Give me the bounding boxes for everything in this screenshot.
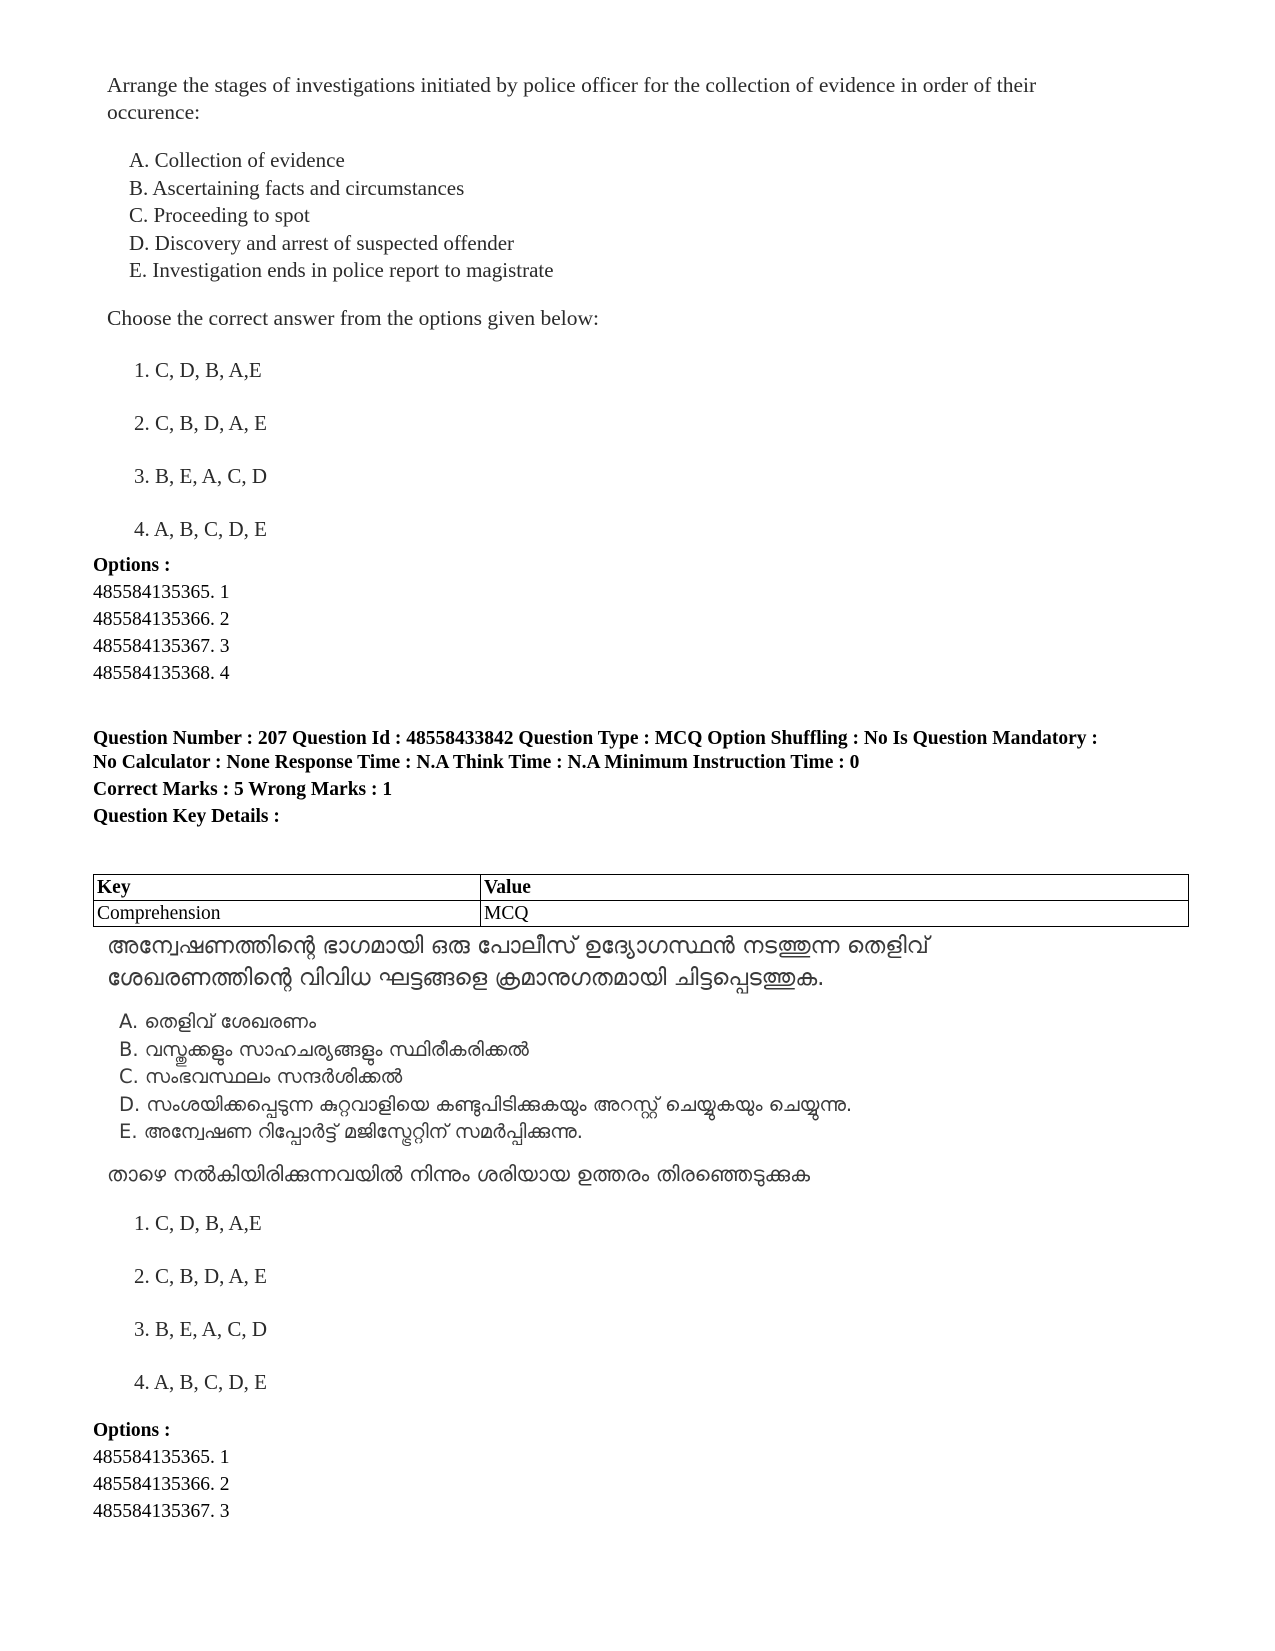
statement-list <box>129 147 1107 285</box>
option-id: 485584135368. 4 <box>93 663 230 684</box>
answer-3: 3. B, E, A, C, D <box>134 1316 268 1341</box>
question-meta-line2: No Calculator : None Response Time : N.A Think Time : N.A Minimum Instruction Time : 0 <box>93 752 860 773</box>
table-row <box>94 901 1189 927</box>
choose-instruction: Choose the correct answer from the options given below: <box>107 305 599 330</box>
option-id: 485584135367. 3 <box>93 636 230 657</box>
choose-instruction-ml: താഴെ നൽകിയിരിക്കുന്നവയിൽ നിന്നും ശരിയായ ഉത്തരം തിരഞ്ഞെടുക്കുക <box>107 1161 811 1186</box>
question-header <box>93 727 1193 829</box>
option-id: 485584135366. 2 <box>93 1474 230 1495</box>
question-image-malayalam <box>107 930 1167 1423</box>
answer-3: 3. B, E, A, C, D <box>134 463 268 488</box>
table-header-value: Value <box>481 875 1189 901</box>
question-key-table <box>93 874 1189 927</box>
options-block-207 <box>93 1417 230 1525</box>
statement-list-ml <box>119 1008 1167 1146</box>
question-image-english <box>107 72 1107 570</box>
question-stem: Arrange the stages of investigations initiated by police officer for the collection of evidence in order of their occurence: <box>107 73 1037 124</box>
statement-c: C. സംഭവസ്ഥലം സന്ദർശിക്കൽ <box>119 1065 403 1088</box>
question-stem-ml-line1: അന്വേഷണത്തിന്റെ ഭാഗമായി ഒരു പോലീസ് ഉദ്യോഗസ്ഥൻ നടത്തുന്ന തെളിവ് <box>107 933 929 959</box>
answer-1: 1. C, D, B, A,E <box>134 357 262 382</box>
statement-d: D. Discovery and arrest of suspected offender <box>129 230 515 255</box>
answer-4: 4. A, B, C, D, E <box>134 1369 268 1394</box>
answer-1: 1. C, D, B, A,E <box>134 1210 262 1235</box>
statement-e: E. അന്വേഷണ റിപ്പോർട്ട് മജിസ്ട്രേറ്റിന് സമർപ്പിക്കുന്നു. <box>119 1120 583 1143</box>
statement-e: E. Investigation ends in police report to magistrate <box>129 258 554 282</box>
option-id: 485584135365. 1 <box>93 582 230 603</box>
table-cell-value: MCQ <box>481 901 1189 927</box>
table-cell-key: Comprehension <box>94 901 481 927</box>
statement-a: A. Collection of evidence <box>129 148 345 172</box>
options-block-prev <box>93 552 230 687</box>
statement-d: D. സംശയിക്കപ്പെടുന്ന കുറ്റവാളിയെ കണ്ടുപിടിക്കുകയും അറസ്റ്റ് ചെയ്യുകയും ചെയ്യുന്നു. <box>119 1092 853 1116</box>
answer-2: 2. C, B, D, A, E <box>134 1263 268 1288</box>
question-meta-line1: Question Number : 207 Question Id : 48558433842 Question Type : MCQ Option Shuffling : No Is Question Mandatory : <box>93 728 1098 749</box>
option-id: 485584135366. 2 <box>93 609 230 630</box>
options-label: Options : <box>93 555 171 576</box>
options-label: Options : <box>93 1420 171 1441</box>
statement-c: C. Proceeding to spot <box>129 203 310 227</box>
table-header-row <box>94 875 1189 901</box>
option-id: 485584135367. 3 <box>93 1501 230 1522</box>
answer-list <box>134 1211 1167 1423</box>
answer-4: 4. A, B, C, D, E <box>134 516 268 541</box>
question-stem-ml-line2: ശേഖരണത്തിന്റെ വിവിധ ഘട്ടങ്ങളെ ക്രമാനുഗതമായി ചിട്ടപ്പെടത്തുക. <box>107 965 825 991</box>
statement-b: B. വസ്തുക്കളും സാഹചര്യങ്ങളും സ്ഥിരീകരിക്കൽ <box>119 1037 529 1061</box>
option-id: 485584135365. 1 <box>93 1447 230 1468</box>
statement-a: A. തെളിവ് ശേഖരണം <box>119 1010 316 1033</box>
key-details-label: Question Key Details : <box>93 806 280 827</box>
answer-2: 2. C, B, D, A, E <box>134 410 268 435</box>
marks-line: Correct Marks : 5 Wrong Marks : 1 <box>93 779 393 800</box>
statement-b: B. Ascertaining facts and circumstances <box>129 175 465 200</box>
table-header-key: Key <box>94 875 481 901</box>
answer-list <box>134 358 1107 570</box>
